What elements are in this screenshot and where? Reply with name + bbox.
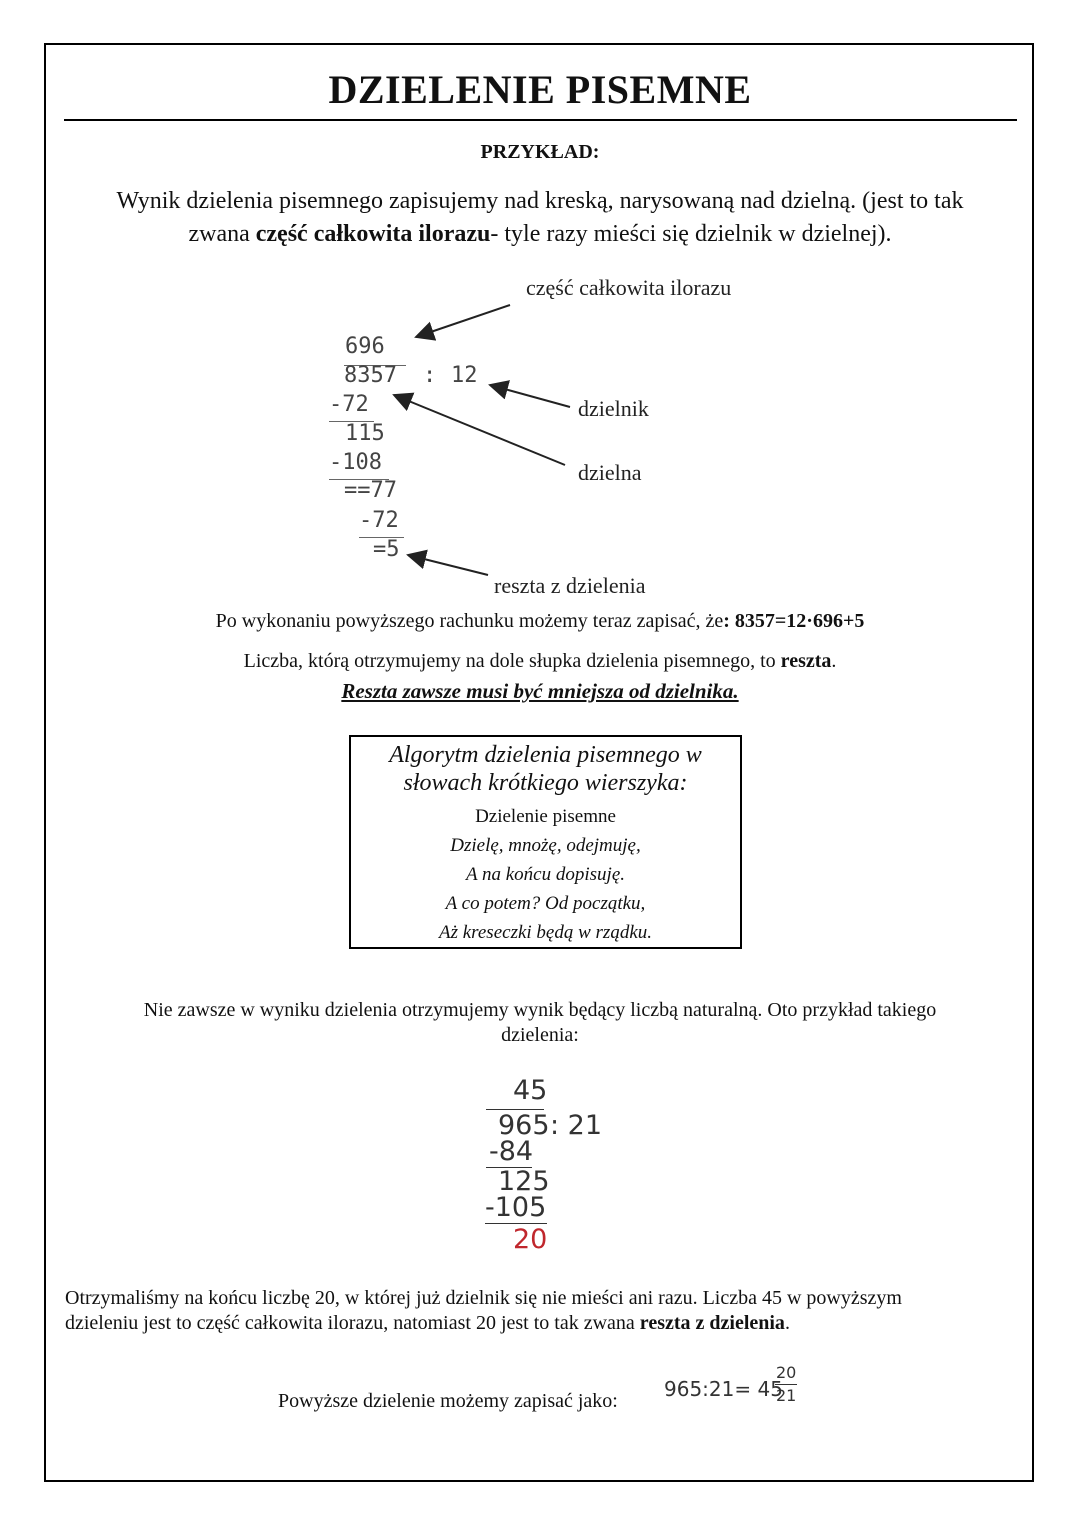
quotient-696: 696 xyxy=(345,334,385,359)
divisor-12: 12 xyxy=(451,363,478,388)
dividend-965: 965 xyxy=(498,1110,550,1141)
poem-line: A co potem? Od początku, xyxy=(445,893,646,914)
colon: : xyxy=(423,363,437,388)
conclusion-line-1: Otrzymaliśmy na końcu liczbę 20, w której już dzielnik się nie mieści ani razu. Liczba 45 w powyższym xyxy=(65,1287,902,1309)
non-natural-paragraph xyxy=(0,998,1080,1048)
divisor-21: : 21 xyxy=(550,1110,603,1141)
conclusion-end: . xyxy=(784,1312,790,1334)
step-minus-72: -72 xyxy=(329,392,369,417)
intro-bold-term: część całkowita ilorazu xyxy=(255,221,491,247)
intro-paragraph xyxy=(0,185,1080,251)
arrow-quotient xyxy=(416,305,510,337)
step-remainder-5: =5 xyxy=(373,537,400,562)
after-calc-line xyxy=(0,610,1080,633)
conclusion-text: dzieleniu jest to część całkowita ilorazu, natomiast 20 jest to tak zwana xyxy=(65,1312,640,1334)
after-calc-text: Po wykonaniu powyższego rachunku możemy teraz zapisać, że xyxy=(215,610,724,632)
intro-line-1: Wynik dzielenia pisemnego zapisujemy nad kreską, narysowaną nad dzielną. (jest to tak xyxy=(116,188,964,214)
label-dividend: dzielna xyxy=(578,460,642,485)
step-77: ==77 xyxy=(344,478,397,503)
conclusion-paragraph xyxy=(65,1286,1015,1336)
conclusion-bold: reszta z dzielenia xyxy=(639,1312,785,1334)
step-minus-108: -108 xyxy=(329,450,382,475)
step-minus-72-b: -72 xyxy=(359,508,399,533)
arrow-remainder xyxy=(408,555,488,575)
title-divider xyxy=(64,119,1017,121)
poem-line: Aż kreseczki będą w rządku. xyxy=(439,922,652,943)
intro-text-end: - tyle razy mieści się dzielnik w dzielnej). xyxy=(490,221,892,247)
remainder-20: 20 xyxy=(513,1224,548,1255)
poem-title: Dzielenie pisemne xyxy=(475,806,616,827)
poem-line: A na końcu dopisuję. xyxy=(465,864,625,885)
page-title: DZIELENIE PISEMNE xyxy=(328,67,752,112)
step-minus-84: -84 xyxy=(489,1136,534,1167)
poem-line: Dzielę, mnożę, odejmuję, xyxy=(450,835,641,856)
poem-box xyxy=(349,735,742,949)
final-formula xyxy=(664,1363,804,1413)
example-label: PRZYKŁAD: xyxy=(480,141,600,163)
fraction-denominator: 21 xyxy=(776,1386,797,1405)
poem-heading-2: słowach krótkiego wierszyka: xyxy=(403,770,688,796)
label-quotient: część całkowita ilorazu xyxy=(526,275,732,300)
label-remainder: reszta z dzielenia xyxy=(494,573,646,598)
non-natural-line-1: Nie zawsze w wyniku dzielenia otrzymujemy wynik będący liczbą naturalną. Oto przykład takiego xyxy=(143,999,937,1021)
formula-text: 965:21= 45 xyxy=(664,1377,783,1401)
arrow-divisor xyxy=(490,385,570,407)
division-diagram-1 xyxy=(320,275,760,600)
remainder-def-text: Liczba, którą otrzymujemy na dole słupka dzielenia pisemnego, to xyxy=(243,650,781,672)
fraction-numerator: 20 xyxy=(776,1363,797,1382)
label-divisor: dzielnik xyxy=(578,396,649,421)
division-diagram-2 xyxy=(480,1075,620,1260)
after-calc-equation: : 8357=12·696+5 xyxy=(723,610,865,632)
step-minus-105: -105 xyxy=(485,1192,547,1223)
intro-text: zwana xyxy=(188,221,256,247)
remainder-definition xyxy=(0,650,1080,673)
dividend-8357: 8357 xyxy=(344,363,397,388)
non-natural-line-2: dzielenia: xyxy=(501,1024,579,1046)
step-115: 115 xyxy=(345,421,385,446)
fraction-bar xyxy=(775,1384,797,1385)
arrow-dividend xyxy=(394,395,565,465)
poem-heading-1: Algorytm dzielenia pisemnego w xyxy=(389,742,702,768)
final-label: Powyższe dzielenie możemy zapisać jako: xyxy=(278,1390,618,1412)
quotient-45: 45 xyxy=(513,1075,548,1106)
remainder-def-bold: reszta xyxy=(780,650,832,672)
step-125: 125 xyxy=(498,1166,550,1197)
remainder-def-end: . xyxy=(831,650,837,672)
intro-line-2 xyxy=(0,218,1080,251)
remainder-rule: Reszta zawsze musi być mniejsza od dzielnika. xyxy=(341,679,739,703)
conclusion-line-2 xyxy=(65,1311,1015,1336)
